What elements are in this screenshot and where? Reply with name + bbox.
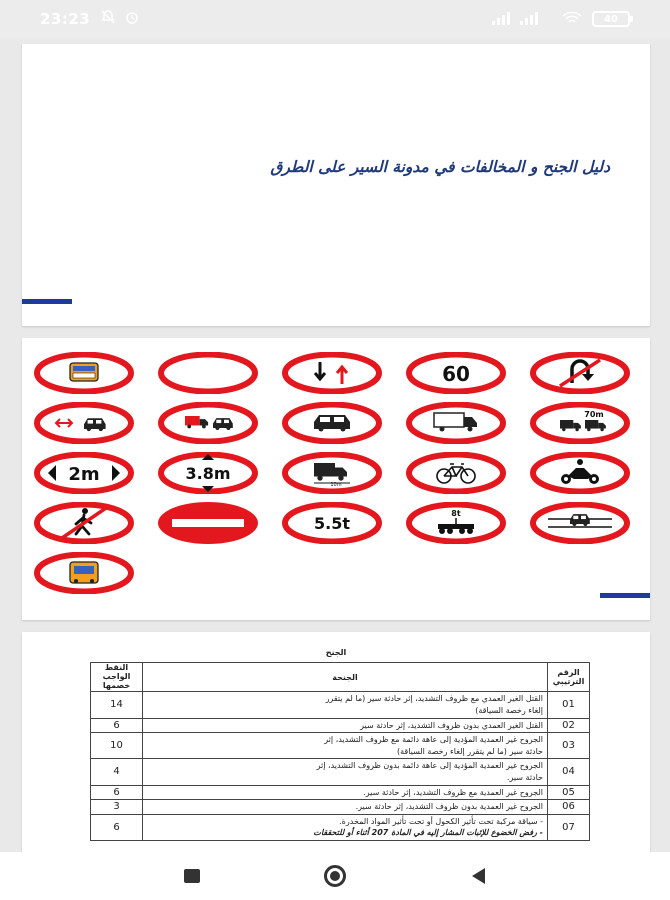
description-line: إلغاء رخصة السياقة) xyxy=(475,705,543,715)
recent-apps-button[interactable] xyxy=(177,861,207,891)
circle-icon xyxy=(324,865,346,887)
status-bar xyxy=(0,0,670,38)
table-row xyxy=(91,785,590,800)
no-pedestrians-icon xyxy=(34,502,134,544)
table-row xyxy=(91,718,590,733)
svg-text:70m: 70m xyxy=(584,410,604,419)
no-motorcycles-icon xyxy=(530,452,630,494)
row-points: 4 xyxy=(91,759,143,785)
row-points: 6 xyxy=(91,814,143,840)
document-page-2[interactable] xyxy=(22,338,650,620)
row-points: 14 xyxy=(91,692,143,718)
svg-text:10m: 10m xyxy=(330,482,342,488)
no-overtaking-trucks-icon xyxy=(158,402,258,444)
weight-limit-icon xyxy=(282,502,382,544)
status-time: 23:23 xyxy=(40,10,91,28)
offenses-table xyxy=(90,662,590,841)
document-page-1[interactable] xyxy=(22,44,650,326)
no-dangerous-goods-icon xyxy=(530,502,630,544)
width-limit-icon xyxy=(34,452,134,494)
row-points: 3 xyxy=(91,800,143,815)
description-line: الجروح غير العمدية المؤدية إلى عاهة دائمة مع ظروف التشديد، إثر xyxy=(324,735,543,745)
triangle-back-icon xyxy=(472,868,485,884)
traffic-signs-grid xyxy=(34,352,638,602)
row-points: 10 xyxy=(91,733,143,759)
row-number: 02 xyxy=(548,718,590,733)
no-trucks-icon xyxy=(406,402,506,444)
signal-icon xyxy=(492,10,552,29)
document-title: دليل الجنح و المخالفات في مدونة السير على الطرق xyxy=(270,157,610,176)
square-icon xyxy=(184,869,200,883)
svg-text:3.8m: 3.8m xyxy=(185,464,231,483)
row-description xyxy=(143,814,548,840)
alarm-icon xyxy=(124,9,140,29)
description-line: الجروح غير العمدية بدون ظروف التشديد، إثر حادثة سير. xyxy=(355,802,543,812)
svg-text:8t: 8t xyxy=(451,509,461,518)
column-header-number: الرقم الترتيبي xyxy=(548,663,590,692)
svg-text:2m: 2m xyxy=(68,464,100,485)
row-points: 6 xyxy=(91,718,143,733)
row-number: 04 xyxy=(548,759,590,785)
row-number: 01 xyxy=(548,692,590,718)
description-line: حادثة سير (ما لم يتقرر إلغاء رخصة السياقة) xyxy=(397,746,543,756)
document-page-3[interactable] xyxy=(22,632,650,862)
length-limit-icon xyxy=(282,452,382,494)
description-line: - سياقة مركبة تحت تأثير الكحول أو تحت تأثير المواد المخدرة. xyxy=(339,816,543,826)
priority-oncoming-traffic-icon xyxy=(282,352,382,394)
description-line: القتل الغير العمدي بدون ظروف التشديد، إثر حادثة سير xyxy=(360,720,543,730)
no-bicycles-icon xyxy=(406,452,506,494)
svg-text:5.5t: 5.5t xyxy=(314,514,350,533)
accent-bar xyxy=(600,593,650,598)
description-line: - رفض الخضوع للإثبات المشار إليه في المادة 207 أثناء أو للتحققات xyxy=(313,828,543,838)
column-header-points: النقط الواجب خصمها xyxy=(91,663,143,692)
table-row xyxy=(91,733,590,759)
row-number: 05 xyxy=(548,785,590,800)
no-vehicles-icon xyxy=(158,352,258,394)
row-description xyxy=(143,718,548,733)
table-row xyxy=(91,759,590,785)
no-u-turn-icon xyxy=(530,352,630,394)
description-line: حادثة سير. xyxy=(506,772,543,782)
row-number: 06 xyxy=(548,800,590,815)
description-line: الجروح غير العمدية المؤدية إلى عاهة دائمة بدون ظروف التشديد، إثر xyxy=(316,761,543,771)
table-row xyxy=(91,814,590,840)
row-number: 07 xyxy=(548,814,590,840)
no-overtaking-icon xyxy=(34,402,134,444)
speed-limit-icon xyxy=(406,352,506,394)
battery-level: 40 xyxy=(604,13,618,25)
wifi-icon xyxy=(562,10,582,29)
row-description xyxy=(143,800,548,815)
height-limit-icon xyxy=(158,452,258,494)
svg-text:60: 60 xyxy=(442,362,470,386)
no-entry-tour-bus-icon xyxy=(34,352,134,394)
home-button[interactable] xyxy=(320,861,350,891)
row-number: 03 xyxy=(548,733,590,759)
minimum-distance-icon xyxy=(530,402,630,444)
table-row xyxy=(91,692,590,718)
accent-bar xyxy=(22,299,72,304)
column-header-offense: الجنحة xyxy=(143,663,548,692)
row-description xyxy=(143,692,548,718)
battery-icon xyxy=(592,11,630,27)
description-line: الجروح غير العمدية مع ظروف التشديد، إثر حادثة سير. xyxy=(363,787,543,797)
row-description xyxy=(143,785,548,800)
table-heading: الجنح xyxy=(325,648,347,657)
no-motor-vehicles-icon xyxy=(282,402,382,444)
back-button[interactable] xyxy=(463,861,493,891)
row-points: 6 xyxy=(91,785,143,800)
description-line: القتل الغير العمدي مع ظروف التشديد، إثر حادثة سير (ما لم يتقرر xyxy=(325,694,543,704)
navigation-bar xyxy=(0,852,670,900)
do-not-disturb-icon xyxy=(100,9,116,29)
no-entry-icon xyxy=(158,502,258,544)
row-description xyxy=(143,733,548,759)
table-row xyxy=(91,800,590,815)
axle-weight-limit-icon xyxy=(406,502,506,544)
no-hazardous-materials-icon xyxy=(34,552,134,594)
row-description xyxy=(143,759,548,785)
